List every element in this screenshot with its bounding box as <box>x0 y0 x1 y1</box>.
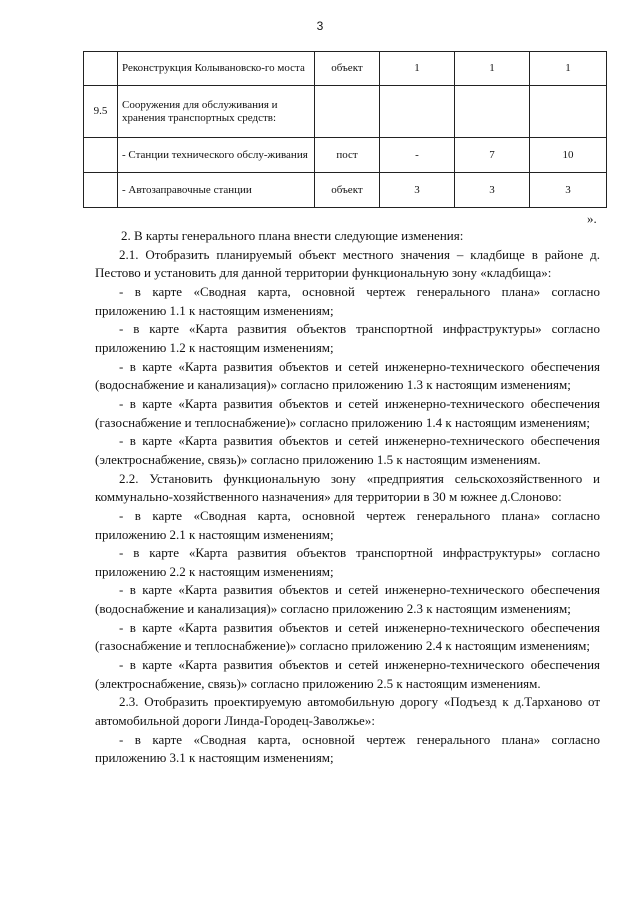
row-value-2: 3 <box>455 173 530 208</box>
paragraph: - в карте «Карта развития объектов и сетей инженерно-технического обеспечения (водоснабжение и канализация)» согласно приложению 2.3 к настоящим изменениям; <box>95 582 600 617</box>
paragraph: - в карте «Сводная карта, основной чертеж генерального плана» согласно приложению 1.1 к настоящим изменениям; <box>95 283 600 318</box>
page-number: 3 <box>316 19 324 33</box>
infrastructure-table <box>83 51 607 208</box>
row-name: - Станции технического обслу-живания <box>118 138 315 173</box>
paragraph: 2. В карты генерального плана внести следующие изменения: <box>121 228 464 243</box>
row-unit: объект <box>315 173 380 208</box>
document-body <box>95 227 600 768</box>
row-value-2: 7 <box>455 138 530 173</box>
row-value-3: 3 <box>530 173 607 208</box>
paragraph: - в карте «Карта развития объектов транспортной инфраструктуры» согласно приложению 1.2 к настоящим изменениям; <box>95 321 600 355</box>
row-value-1: 1 <box>380 52 455 86</box>
paragraph: - в карте «Карта развития объектов и сетей инженерно-технического обеспечения (электроснабжение, связь)» согласно приложению 1.5 к настоящим изменениям. <box>95 433 600 467</box>
paragraph: 2.1. Отобразить планируемый объект местного значения – кладбище в районе д. Пестово и установить для данной территории функциональную зону «кладбища»: <box>95 246 600 281</box>
row-unit <box>315 86 380 138</box>
row-value-3: 1 <box>530 52 607 86</box>
paragraph: - в карте «Карта развития объектов и сетей инженерно-технического обеспечения (водоснабжение и канализация)» согласно приложению 1.3 к настоящим изменениям; <box>95 358 600 393</box>
closing-quote: ». <box>587 211 597 226</box>
table-row <box>84 86 607 138</box>
paragraph: - в карте «Сводная карта, основной чертеж генерального плана» согласно приложению 3.1 к настоящим изменениям; <box>95 731 600 766</box>
row-value-1 <box>380 86 455 138</box>
row-value-3 <box>530 86 607 138</box>
table-row <box>84 138 607 173</box>
paragraph: - в карте «Сводная карта, основной чертеж генерального плана» согласно приложению 2.1 к настоящим изменениям; <box>95 507 600 542</box>
row-value-1: - <box>380 138 455 173</box>
row-name: Реконструкция Колывановско-го моста <box>118 52 315 86</box>
row-number: 9.5 <box>84 86 118 138</box>
paragraph: - в карте «Карта развития объектов транспортной инфраструктуры» согласно приложению 2.2 к настоящим изменениям; <box>95 545 600 579</box>
row-value-1: 3 <box>380 173 455 208</box>
row-number <box>84 138 118 173</box>
table-row <box>84 173 607 208</box>
paragraph: - в карте «Карта развития объектов и сетей инженерно-технического обеспечения (газоснабжение и теплоснабжение)» согласно приложению 1.4 к настоящим изменениям; <box>95 395 600 430</box>
row-name: - Автозаправочные станции <box>118 173 315 208</box>
row-number <box>84 173 118 208</box>
row-name: Сооружения для обслуживания и хранения транспортных средств: <box>118 86 315 138</box>
row-unit: пост <box>315 138 380 173</box>
row-value-2 <box>455 86 530 138</box>
row-value-2: 1 <box>455 52 530 86</box>
row-number <box>84 52 118 86</box>
row-unit: объект <box>315 52 380 86</box>
row-value-3: 10 <box>530 138 607 173</box>
paragraph: - в карте «Карта развития объектов и сетей инженерно-технического обеспечения (газоснабжение и теплоснабжение)» согласно приложению 2.4 к настоящим изменениям; <box>95 619 600 654</box>
paragraph: - в карте «Карта развития объектов и сетей инженерно-технического обеспечения (электроснабжение, связь)» согласно приложению 2.5 к настоящим изменениям. <box>95 657 600 691</box>
paragraph: 2.3. Отобразить проектируемую автомобильную дорогу «Подъезд к д.Тарханово от автомобильной дороги Линда-Городец-Заволжье»: <box>95 694 600 729</box>
paragraph: 2.2. Установить функциональную зону «предприятия сельскохозяйственного и коммунально-хозяйственного назначения» для территории в 30 м южнее д.Слоново: <box>95 470 600 505</box>
table-row <box>84 52 607 86</box>
